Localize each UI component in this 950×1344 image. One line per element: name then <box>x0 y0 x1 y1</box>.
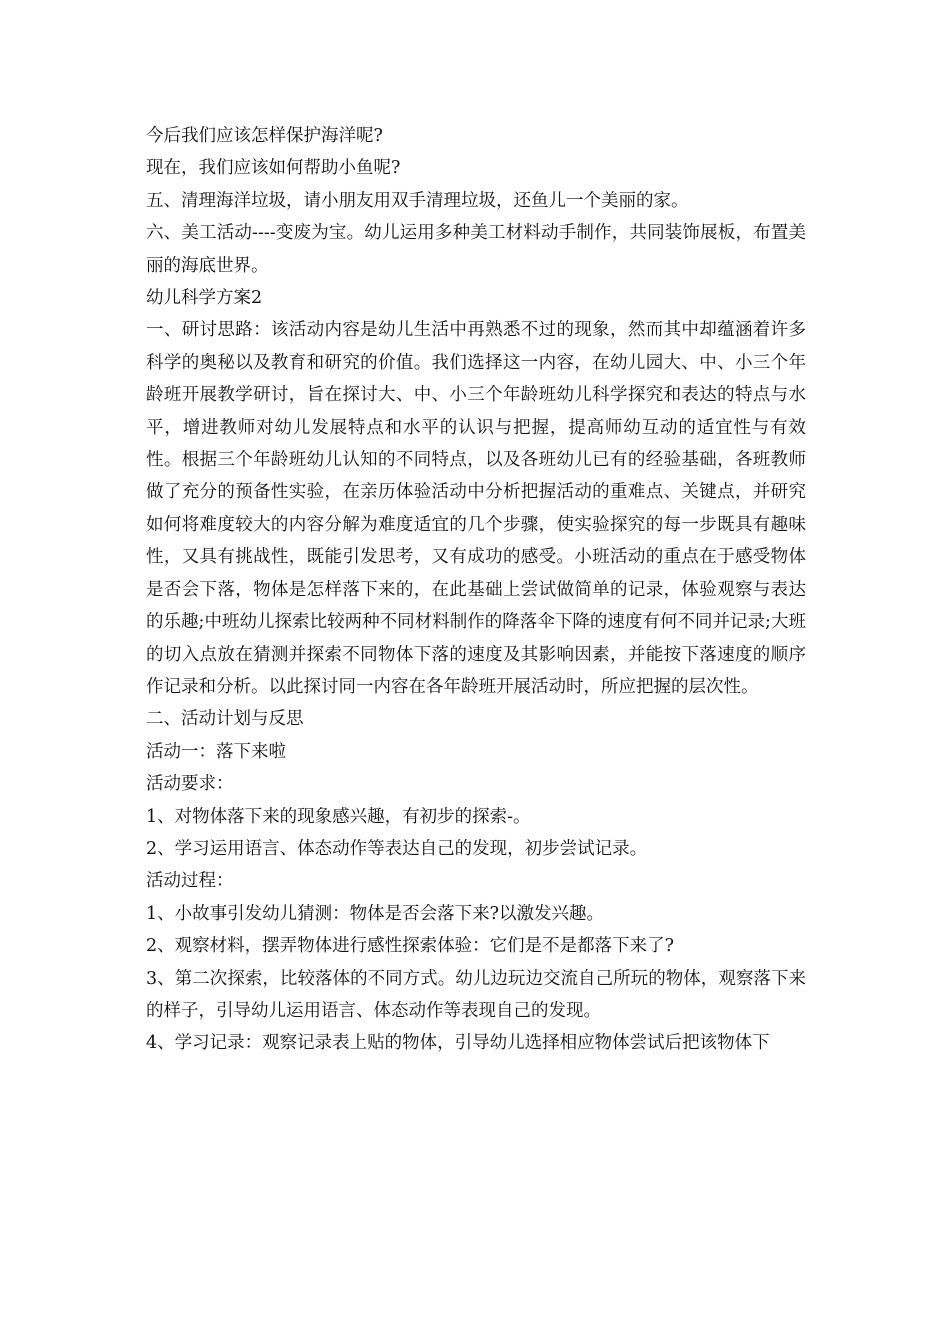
process-item-4: 4、学习记录：观察记录表上贴的物体，引导幼儿选择相应物体尝试后把该物体下 <box>146 1033 770 1054</box>
requirement-item-2: 2、学习运用语言、体态动作等表达自己的发现，初步尝试记录。 <box>146 838 648 859</box>
document-page <box>146 120 806 1060</box>
paragraph-help-fish: 现在，我们应该如何帮助小鱼呢? <box>146 158 401 179</box>
activity-process-heading: 活动过程： <box>146 871 234 892</box>
paragraph-step-five: 五、清理海洋垃圾，请小朋友用双手清理垃圾，还鱼儿一个美丽的家。 <box>146 190 689 211</box>
process-item-3: 3、第二次探索，比较落体的不同方式。幼儿边玩边交流自己所玩的物体，观察落下来的样子，引导幼儿运用语言、体态动作等表现自己的发现。 <box>146 968 806 1021</box>
process-item-1: 1、小故事引发幼儿猜测：物体是否会落下来?以激发兴趣。 <box>146 903 605 924</box>
paragraph-research-approach: 一、研讨思路：该活动内容是幼儿生活中再熟悉不过的现象，然而其中却蕴涵着许多科学的奥秘以及教育和研究的价值。我们选择这一内容，在幼儿园大、中、小三个年龄班开展教学研讨，旨在探讨大、中、小三个年龄班幼儿科学探究和表达的特点与水平，增进教师对幼儿发展特点和水平的认识与把握，提高师幼互动的适宜性与有效性。根据三个年龄班幼儿认知的不同特点，以及各班幼儿已有的经验基础，各班教师做了充分的预备性实验，在亲历体验活动中分析把握活动的重难点、关键点，并研究如何将难度较大的内容分解为难度适宜的几个步骤，使实验探究的每一步既具有趣味性，又具有挑战性，既能引发思考，又有成功的感受。小班活动的重点在于感受物体是否会下落，物体是怎样落下来的，在此基础上尝试做简单的记录，体验观察与表达的乐趣;中班幼儿探索比较两种不同材料制作的降落伞下降的速度有何不同并记录;大班的切入点放在猜测并探索不同物体下落的速度及其影响因素，并能按下落速度的顺序作记录和分析。以此探讨同一内容在各年龄班开展活动时，所应把握的层次性。 <box>146 320 806 697</box>
section-title-activity-plan: 二、活动计划与反思 <box>146 709 304 730</box>
activity-requirements-heading: 活动要求： <box>146 774 234 795</box>
activity-one-title: 活动一：落下来啦 <box>146 741 286 762</box>
requirement-item-1: 1、对物体落下来的现象感兴趣，有初步的探索-。 <box>146 806 531 827</box>
paragraph-step-six: 六、美工活动----变废为宝。幼儿运用多种美工材料动手制作，共同装饰展板，布置美丽的海底世界。 <box>146 223 806 276</box>
paragraph-protect-ocean: 今后我们应该怎样保护海洋呢? <box>146 126 383 146</box>
section-title-plan-2: 幼儿科学方案2 <box>146 288 263 309</box>
process-item-2: 2、观察材料，摆弄物体进行感性探索体验：它们是不是都落下来了? <box>146 936 675 957</box>
